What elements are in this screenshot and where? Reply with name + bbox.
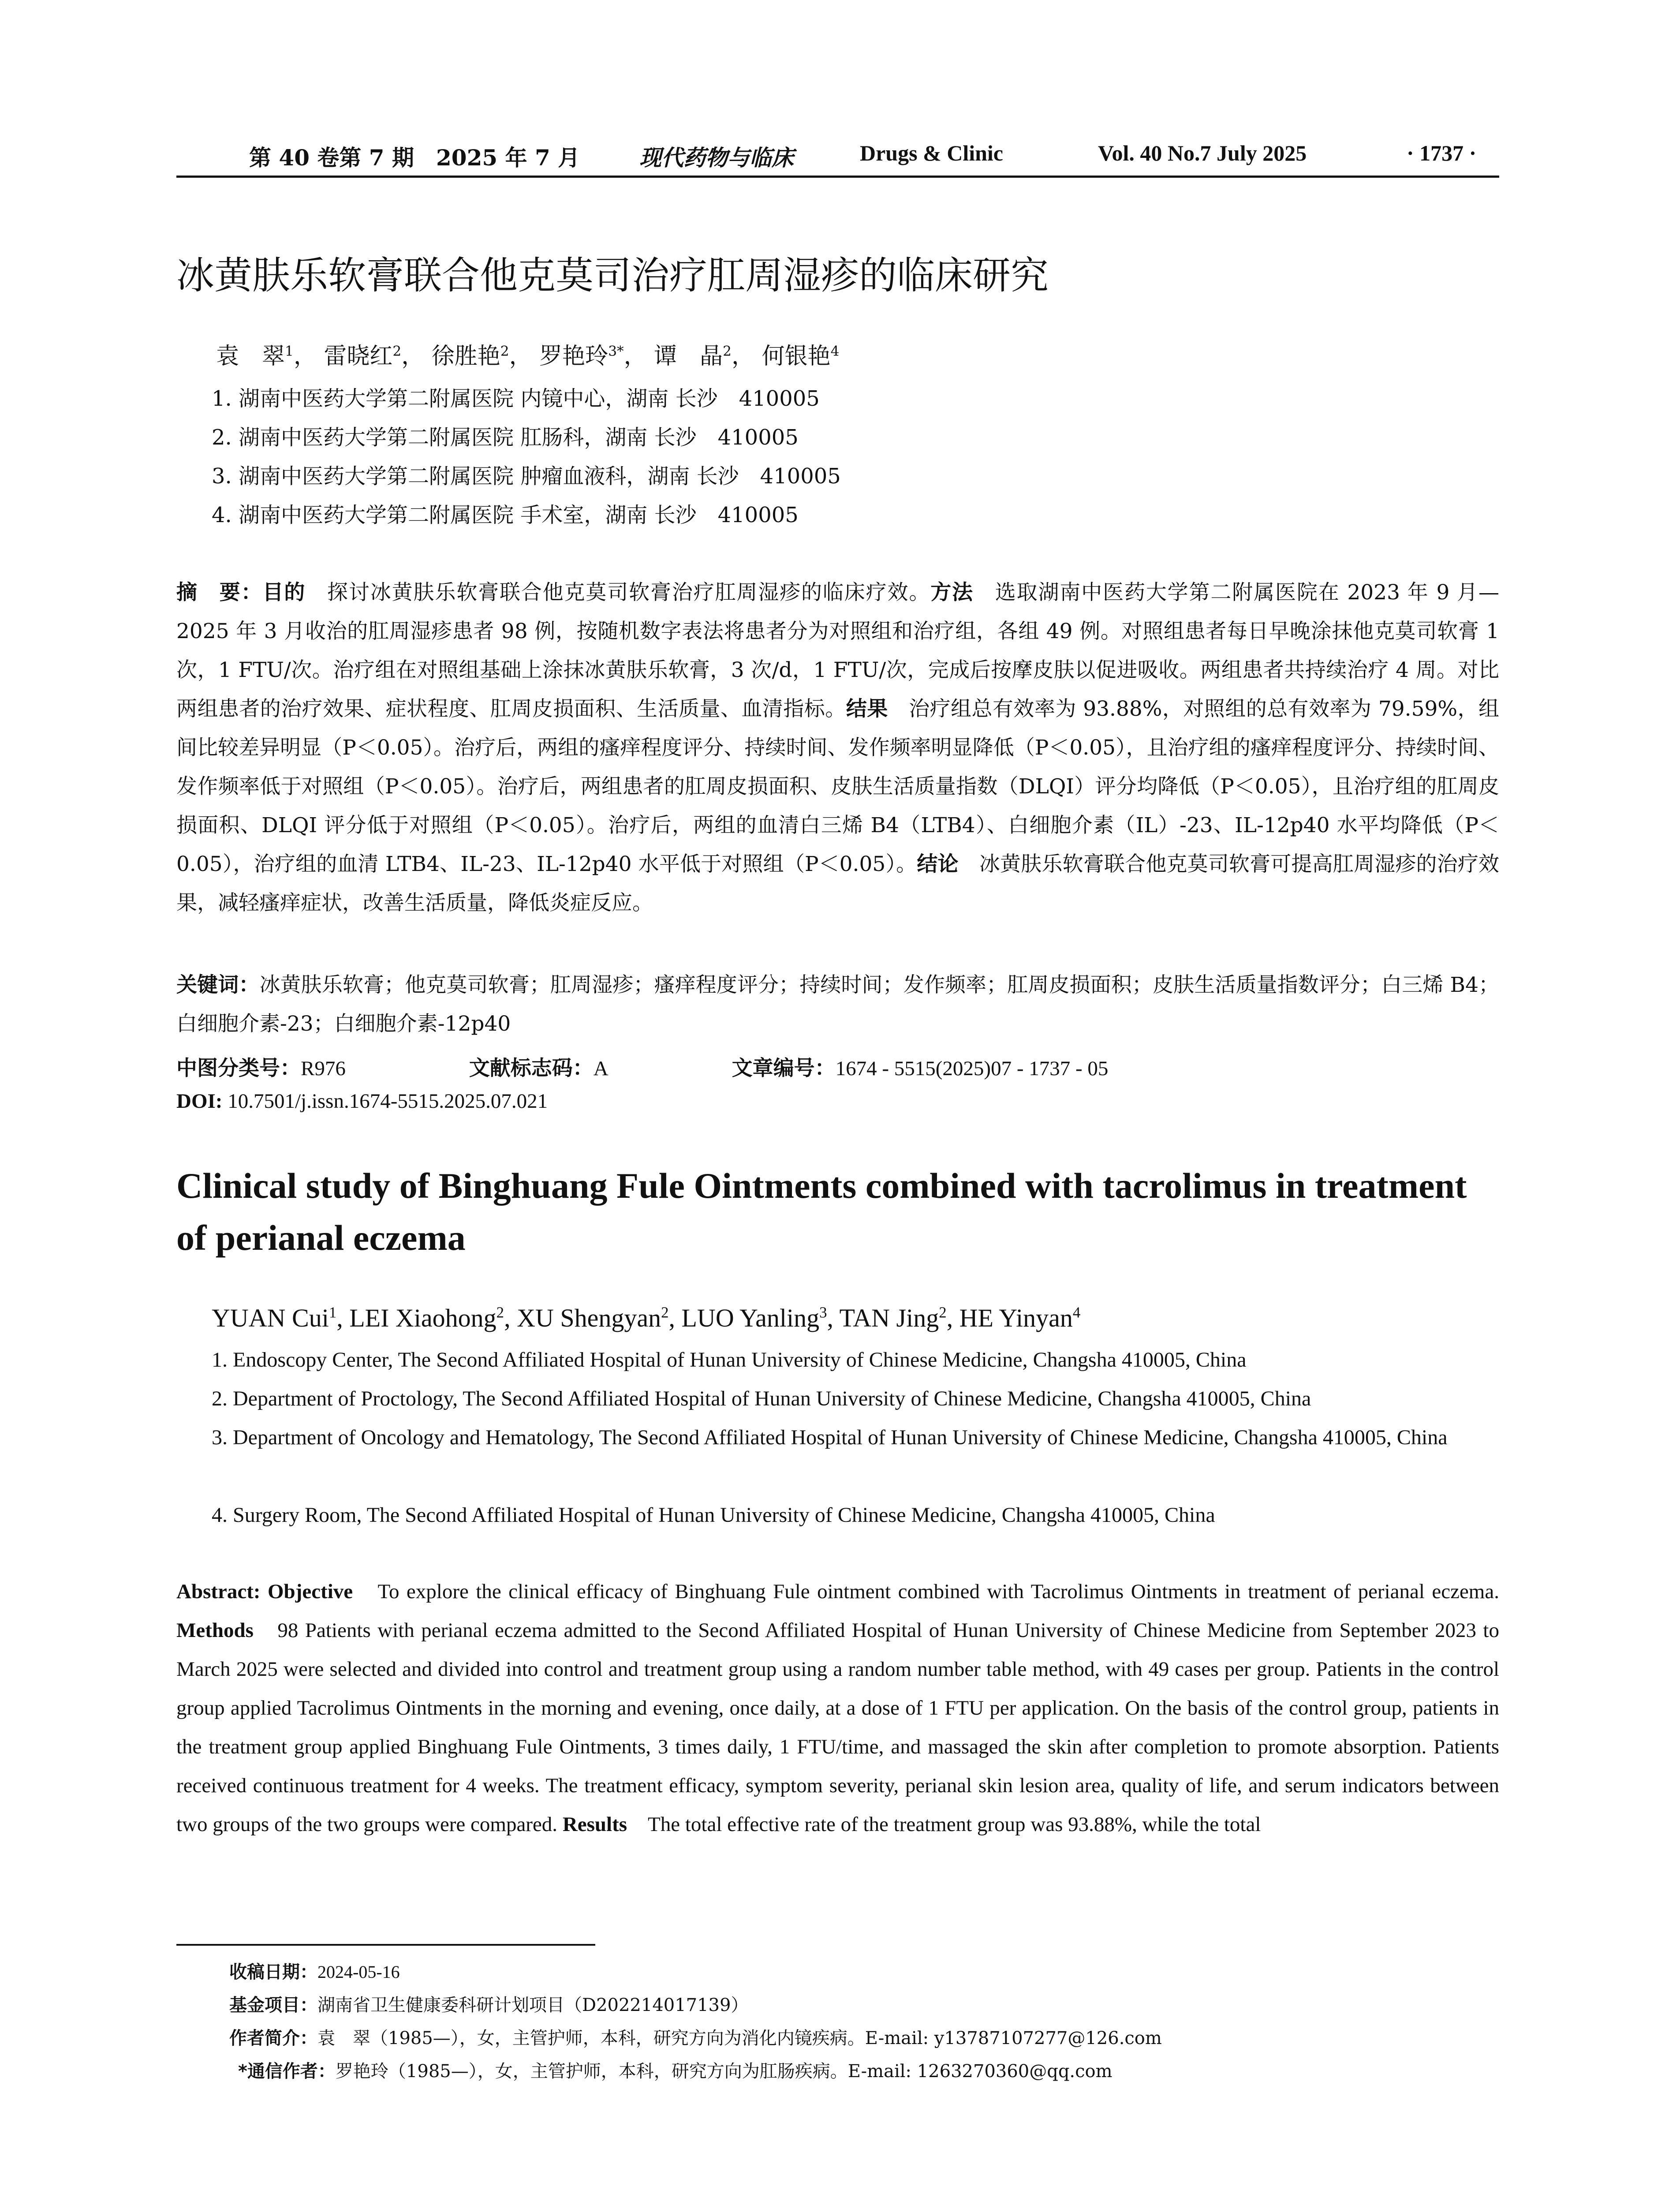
en-author-sup: 4: [1072, 1304, 1081, 1321]
zh-affiliation: 4. 湖南中医药大学第二附属医院 手术室，湖南 长沙 410005: [212, 503, 799, 527]
footnote-text: 袁 翠（1985—），女，主管护师，本科，研究方向为消化内镜疾病。E-mail: y13787107277@126.com: [317, 2028, 1162, 2048]
en-abstract-label: Abstract: Objective: [176, 1580, 353, 1603]
en-objective-text: To explore the clinical efficacy of Binghuang Fule ointment combined with Tacrolimus Ointments in treatment of perianal eczema.: [353, 1580, 1499, 1603]
zh-results-text: 治疗组总有效率为 93.88%，对照组的总有效率为 79.59%，组间比较差异明显（P＜0.05）。治疗后，两组的瘙痒程度评分、持续时间、发作频率明显降低（P＜0.05），且治疗组的瘙痒程度评分、持续时间、发作频率低于对照组（P＜0.05）。治疗后，两组患者的肛周皮损面积、皮肤生活质量指数（DLQI）评分均降低（P＜0.05），且治疗组的肛周皮损面积、DLQI 评分低于对照组（P＜0.05）。治疗后，两组的血清白三烯 B4（LTB4）、白细胞介素（IL）-23、IL-12p40 水平均降低（P＜0.05），治疗组的血清 LTB4、IL-23、IL-12p40 水平低于对照组（P＜0.05）。: [176, 697, 1499, 876]
footnote-text: 湖南省卫生健康委科研计划项目（D202214017139）: [317, 1995, 749, 2015]
zh-affiliation: 1. 湖南中医药大学第二附属医院 内镜中心，湖南 长沙 410005: [212, 386, 820, 411]
zh-keywords-label: 关键词：: [176, 973, 260, 997]
zh-author-sup: 1: [285, 343, 294, 359]
en-methods-label: Methods: [176, 1619, 254, 1642]
doccode-value: A: [593, 1057, 609, 1080]
footnote-received: [229, 1958, 400, 1983]
zh-objective-label: 目的: [262, 580, 306, 605]
en-author: LEI Xiaohong: [349, 1304, 497, 1332]
en-author-sup: 2: [496, 1304, 504, 1321]
zh-keywords-text: 冰黄肤乐软膏；他克莫司软膏；肛周湿疹；瘙痒程度评分；持续时间；发作频率；肛周皮损面积；皮肤生活质量指数评分；白三烯 B4；白细胞介素-23；白细胞介素-12p40: [176, 973, 1499, 1036]
clc-label: 中图分类号：: [176, 1056, 301, 1080]
zh-author-sup: 3*: [608, 343, 624, 359]
zh-author: 谭 晶: [654, 343, 723, 370]
zh-abstract-label: 摘 要：: [176, 580, 263, 605]
en-author: YUAN Cui: [212, 1304, 329, 1332]
header-issue-zh: 第 40 卷第 7 期 2025 年 7 月: [249, 145, 580, 171]
footnote-corresponding: [238, 2057, 1113, 2082]
en-author: XU Shengyan: [517, 1304, 661, 1332]
zh-author-list: 袁 翠$^1$， 雷晓红$^2$， 徐胜艳$^2$， 罗艳玲$^{3*}$， 谭 晶$^2$， 何银艳$^4$: [216, 343, 840, 370]
zh-author: 徐胜艳: [431, 343, 500, 370]
zh-author-sup: 4: [830, 343, 840, 359]
zh-classification-line: [176, 1052, 1108, 1081]
en-author-sup: 1: [329, 1304, 337, 1321]
doi-label: DOI:: [176, 1090, 223, 1113]
zh-author: 雷晓红: [324, 343, 393, 370]
zh-methods-label: 方法: [930, 580, 974, 605]
zh-keywords: [176, 966, 1499, 1043]
zh-affiliation: 3. 湖南中医药大学第二附属医院 肿瘤血液科，湖南 长沙 410005: [212, 464, 841, 489]
header-page-number: · 1737 ·: [1407, 141, 1477, 165]
header-journal-zh: 现代药物与临床: [639, 145, 794, 171]
doi-line: [176, 1089, 548, 1113]
zh-methods-text: 选取湖南中医药大学第二附属医院在 2023 年 9 月—2025 年 3 月收治的肛周湿疹患者 98 例，按随机数字表法将患者分为对照组和治疗组，各组 49 例。对照组患者每日早晚涂抹他克莫司软膏 1 次，1 FTU/次。治疗组在对照组基础上涂抹冰黄肤乐软膏，3 次/d，1 FTU/次，完成后按摩皮肤以促进吸收。两组患者共持续治疗 4 周。对比两组患者的治疗效果、症状程度、肛周皮损面积、生活质量、血清指标。: [176, 580, 1500, 721]
footnote-label: *通信作者：: [238, 2061, 336, 2082]
zh-affiliation: 2. 湖南中医药大学第二附属医院 肛肠科，湖南 长沙 410005: [212, 425, 799, 450]
zh-author-sup: 2: [392, 343, 402, 359]
zh-objective-text: 探讨冰黄肤乐软膏联合他克莫司软膏治疗肛周湿疹的临床疗效。: [306, 580, 931, 605]
en-affiliation: 3. Department of Oncology and Hematology, The Second Affiliated Hospital of Hunan University of Chinese Medicine, Changsha 410005, China: [212, 1426, 1448, 1449]
footnote-label: 收稿日期：: [229, 1962, 317, 1982]
footnote-label: 基金项目：: [229, 1995, 317, 2015]
zh-author: 何银艳: [762, 343, 831, 370]
zh-abstract: [176, 573, 1499, 923]
en-author-list: YUAN Cui$^1$, LEI Xiaohong$^2$, XU Shengyan$^2$, LUO Yanling$^3$, TAN Jing$^2$, HE Yinyan$^4$: [212, 1304, 1081, 1332]
zh-author-sup: 2: [723, 343, 732, 359]
footnote-text: 罗艳玲（1985—），女，主管护师，本科，研究方向为肛肠疾病。E-mail: 1263270360@qq.com: [335, 2061, 1113, 2082]
zh-results-label: 结果: [846, 697, 888, 721]
article-no-label: 文章编号：: [732, 1056, 836, 1080]
zh-conclusion-text: 冰黄肤乐软膏联合他克莫司软膏可提高肛周湿疹的治疗效果，减轻瘙痒症状，改善生活质量，降低炎症反应。: [176, 852, 1500, 915]
doi-value: 10.7501/j.issn.1674-5515.2025.07.021: [228, 1090, 548, 1113]
en-author-sup: 2: [939, 1304, 947, 1321]
article-no-value: 1674 - 5515(2025)07 - 1737 - 05: [835, 1057, 1109, 1080]
en-affiliation: 1. Endoscopy Center, The Second Affiliated Hospital of Hunan University of Chinese Medicine, Changsha 410005, China: [212, 1348, 1247, 1372]
doccode-label: 文献标志码：: [469, 1056, 594, 1080]
zh-author-sup: 2: [500, 343, 509, 359]
header-rule: [176, 176, 1499, 178]
en-methods-text: 98 Patients with perianal eczema admitted to the Second Affiliated Hospital of Hunan University of Chinese Medicine from September 2023 to March 2025 were selected and divided into control and treatment group using a random number table method, with 49 cases per group. Patients in the control group applied Tacrolimus Ointments in the morning and evening, once daily, at a dose of 1 FTU per application. On the basis of the control group, patients in the treatment group applied Binghuang Fule Ointments, 3 times daily, 1 FTU/time, and massaged the skin after completion to promote absorption. Patients received continuous treatment for 4 weeks. The treatment efficacy, symptom severity, perianal skin lesion area, quality of life, and serum indicators between two groups of the two groups were compared.: [176, 1619, 1499, 1836]
footnote-label: 作者简介：: [229, 2028, 317, 2048]
en-author-sup: 3: [819, 1304, 827, 1321]
zh-author: 罗艳玲: [539, 343, 609, 370]
en-affiliation: 2. Department of Proctology, The Second Affiliated Hospital of Hunan University of Chinese Medicine, Changsha 410005, China: [212, 1387, 1311, 1410]
clc-value: R976: [301, 1057, 346, 1080]
footnote-author-bio: [229, 2024, 1162, 2049]
en-author: LUO Yanling: [681, 1304, 820, 1332]
en-abstract: [176, 1572, 1499, 1844]
en-results-label: Results: [562, 1813, 627, 1836]
zh-author: 袁 翠: [216, 343, 285, 370]
zh-conclusion-label: 结论: [917, 852, 959, 876]
en-title: Clinical study of Binghuang Fule Ointments combined with tacrolimus in treatment of perianal eczema: [176, 1166, 1467, 1258]
footnote-text: 2024-05-16: [317, 1962, 400, 1982]
header-journal-en: Drugs & Clinic: [860, 141, 1003, 165]
header-issue-en: Vol. 40 No.7 July 2025: [1098, 141, 1307, 165]
footnote-fund: [229, 1991, 748, 2016]
zh-title: 冰黄肤乐软膏联合他克莫司治疗肛周湿疹的临床研究: [176, 254, 1049, 298]
en-author: TAN Jing: [839, 1304, 939, 1332]
en-affiliation: 4. Surgery Room, The Second Affiliated Hospital of Hunan University of Chinese Medicine, Changsha 410005, China: [212, 1503, 1215, 1527]
running-header: [176, 140, 1499, 171]
en-results-text: The total effective rate of the treatment group was 93.88%, while the total: [627, 1813, 1261, 1836]
en-author: HE Yinyan: [959, 1304, 1073, 1332]
en-author-sup: 2: [661, 1304, 669, 1321]
footnote-rule: [176, 1944, 595, 1946]
